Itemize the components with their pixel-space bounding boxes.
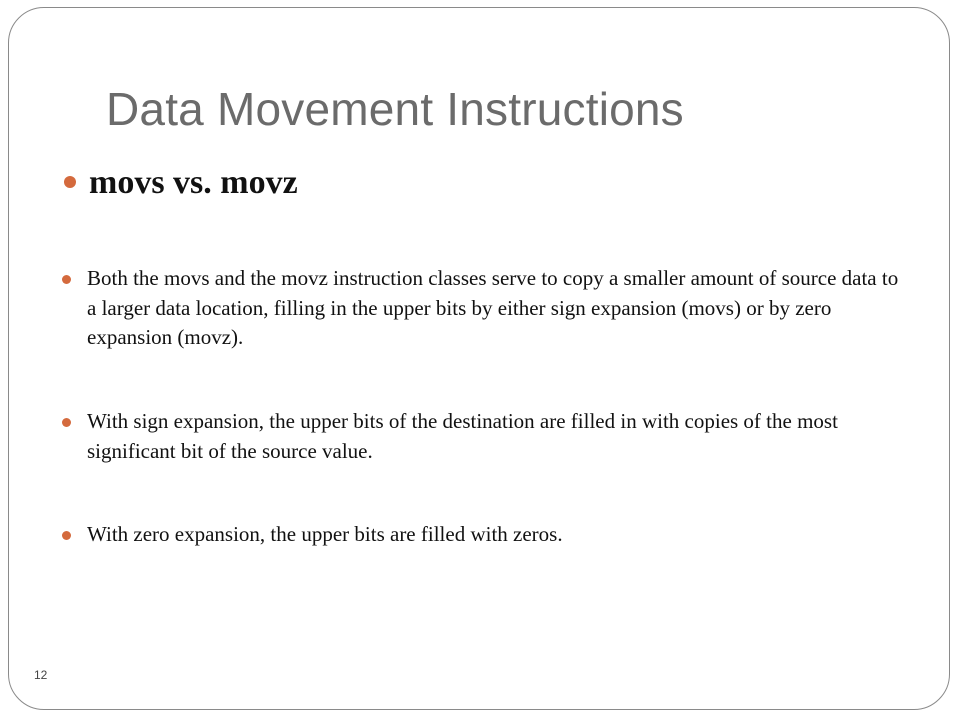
bullet-text: Both the movs and the movz instruction classes serve to copy a smaller amount of source data to a larger data location, filling in the upper bits by either sign expansion (movs) or by zero expansion (movz). [87,266,899,349]
bullet-item [62,520,902,550]
bullet-text: With zero expansion, the upper bits are filled with zeros. [87,522,563,546]
section-heading: movs vs. movz [89,164,298,201]
bullet-dot-icon [64,176,76,188]
bullet-dot-icon [62,275,71,284]
slide-title: Data Movement Instructions [106,83,684,135]
bullet-item [62,264,902,353]
heading-bullet [64,163,298,203]
bullet-text: With sign expansion, the upper bits of the destination are filled in with copies of the most significant bit of the source value. [87,409,838,463]
bullet-item [62,407,902,466]
bullet-dot-icon [62,418,71,427]
page-number: 12 [34,668,48,682]
bullet-dot-icon [62,531,71,540]
